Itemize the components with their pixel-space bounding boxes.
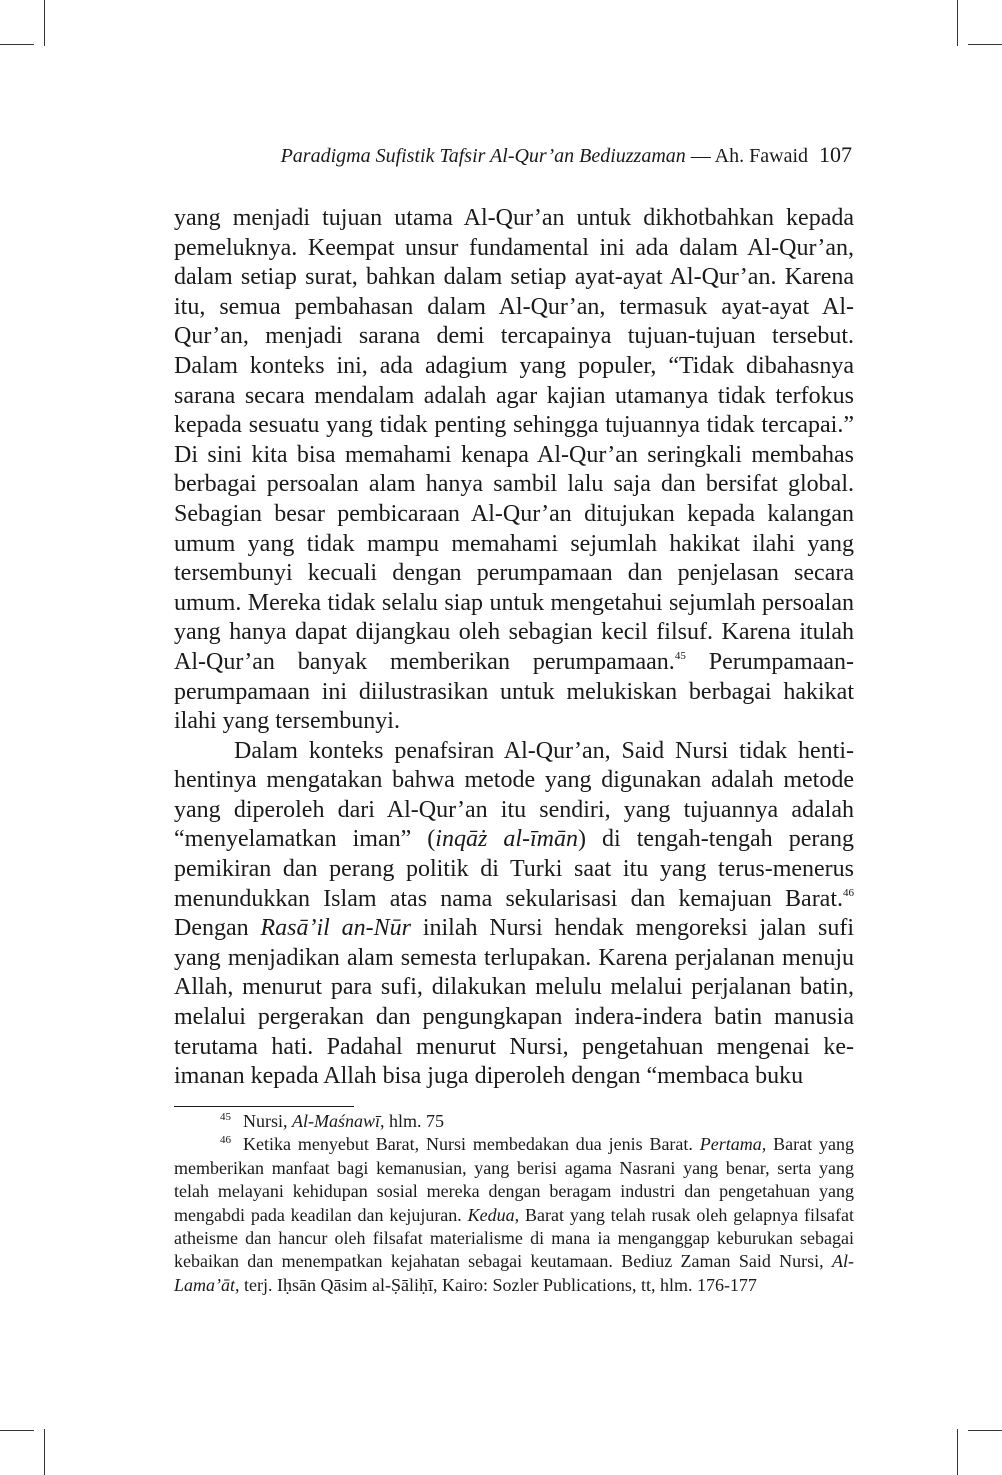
text-run: Perumpamaan-perumpamaan ini diilustrasikan untuk melukiskan berbagai hakikat ilahi yang tersembunyi. (174, 648, 855, 735)
italic-term: inqāż al-īmān (435, 826, 578, 853)
footnote-number: 45 (220, 1111, 231, 1123)
text-run: Dalam konteks penafsiran Al-Qur’an, Said Nursi tidak henti-hentinya mengatakan bahwa metode yang digunakan adalah metode yang diperoleh dari Al-Qur’an itu sendiri, yang tujuannya adalah “menyelamatkan iman” ( (174, 737, 854, 853)
author: — Ah. Fawaid (690, 145, 808, 167)
italic-term: Pertama, (699, 1134, 767, 1155)
footnote-number: 46 (220, 1134, 231, 1147)
footnotes (174, 1110, 854, 1297)
book-title: Paradigma Sufistik Tafsir Al-Qur’an Bediuzzaman (280, 145, 686, 167)
text-run: Nursi, (243, 1111, 292, 1131)
text-run: inilah Nursi hendak mengoreksi jalan sufi yang menjadikan alam semesta terlupakan. Karena perjalanan menuju Allah, menurut para sufi, dilakukan melulu melalui perjalanan batin, melalui pergerakan dan pengungkapan indera-indera batin manusia terutama hati. Padahal menurut Nursi, pengetahuan mengenai keimanan kepada Allah bisa juga diperoleh dengan “membaca buku (174, 915, 854, 1090)
text-run: yang menjadi tujuan utama Al-Qur’an untuk dikhotbahkan kepada pemeluknya. Keempat unsur fundamental ini ada dalam Al-Qur’an, dalam setiap surat, bahkan dalam setiap ayat-ayat Al-Qur’an. Karena itu, semua pembahasan dalam Al-Qur’an, termasuk ayat-ayat Al-Qur’an, menjadi sarana demi tercapainya tujuan-tujuan tersebut. Dalam konteks ini, ada adagium yang populer, “Tidak dibahasnya sarana secara mendalam adalah agar kajian utamanya tidak terfokus kepada sesuatu yang tidak penting sehingga tujuannya tidak tercapai.” Di sini kita bisa memahami kenapa Al-Qur’an seringkali membahas berbagai persoalan alam hanya sambil lalu saja dan bersifat global. Sebagian besar pembicaraan Al-Qur’an ditujukan kepada kalangan umum yang tidak mampu memahami sejumlah hakikat ilahi yang tersembunyi kecuali dengan perumpamaan dan penjelasan secara umum. Mereka tidak selalu siap untuk mengetahui sejumlah persoalan yang hanya dapat dijangkau oleh sebagian kecil filsuf. Karena itulah Al-Qur’an banyak memberikan perumpamaan. (174, 205, 854, 675)
footnote-46 (174, 1133, 854, 1297)
text-run: Ketika menyebut Barat, Nursi membedakan dua jenis Barat. (243, 1134, 700, 1155)
crop-mark-bottom-right (957, 1429, 958, 1475)
paragraph-1 (174, 204, 854, 737)
running-header (174, 140, 852, 171)
crop-mark-bottom-right-h (968, 1430, 1002, 1431)
italic-term: Al-Lama’āt (174, 1251, 854, 1295)
main-text (174, 204, 854, 1092)
footnote-divider (174, 1106, 354, 1107)
footnote-45 (174, 1110, 854, 1133)
crop-mark-top-left (44, 0, 45, 46)
paragraph-2 (174, 737, 854, 1092)
page-number: 107 (819, 142, 852, 167)
crop-mark-top-right (957, 0, 958, 46)
crop-mark-top-right-h (968, 44, 1002, 45)
italic-term: Kedua (467, 1204, 515, 1225)
text-run: , Barat yang telah rusak oleh gelapnya filsafat atheisme dan hancur oleh filsafat materialisme di mana ia menganggap keburukan sebagai kebaikan dan menempatkan kejahatan sebagai keutamaan. Bediuz Zaman Said Nursi, (174, 1204, 854, 1272)
text-run: , hlm. 75 (380, 1111, 445, 1131)
italic-term: Rasā’il an-Nūr (260, 915, 411, 942)
crop-mark-top-left-h (0, 44, 34, 45)
crop-mark-bottom-left-h (0, 1430, 34, 1431)
text-run: Barat yang memberikan manfaat bagi kemanusian, yang berisi agama Nasrani yang benar, serta yang telah melayani kehidupan sosial mereka dengan beragam industri dan pengetahuan yang mengabdi pada keadilan dan kejujuran. (174, 1134, 854, 1225)
text-run: Dengan (174, 915, 261, 942)
footnote-ref-45[interactable]: 45 (674, 649, 686, 662)
crop-mark-bottom-left (44, 1429, 45, 1475)
text-run: ) di tengah-tengah perang pemikiran dan perang politik di Turki saat itu yang terus-menerus menundukkan Islam atas nama sekularisasi dan kemajuan Barat. (174, 826, 854, 912)
italic-term: Al-Maśnawī (292, 1111, 380, 1131)
text-run: , terj. Iḥsān Qāsim al-Ṣāliḥī, Kairo: Sozler Publications, tt, hlm. 176-177 (235, 1274, 757, 1295)
footnote-ref-46[interactable]: 46 (843, 886, 854, 899)
